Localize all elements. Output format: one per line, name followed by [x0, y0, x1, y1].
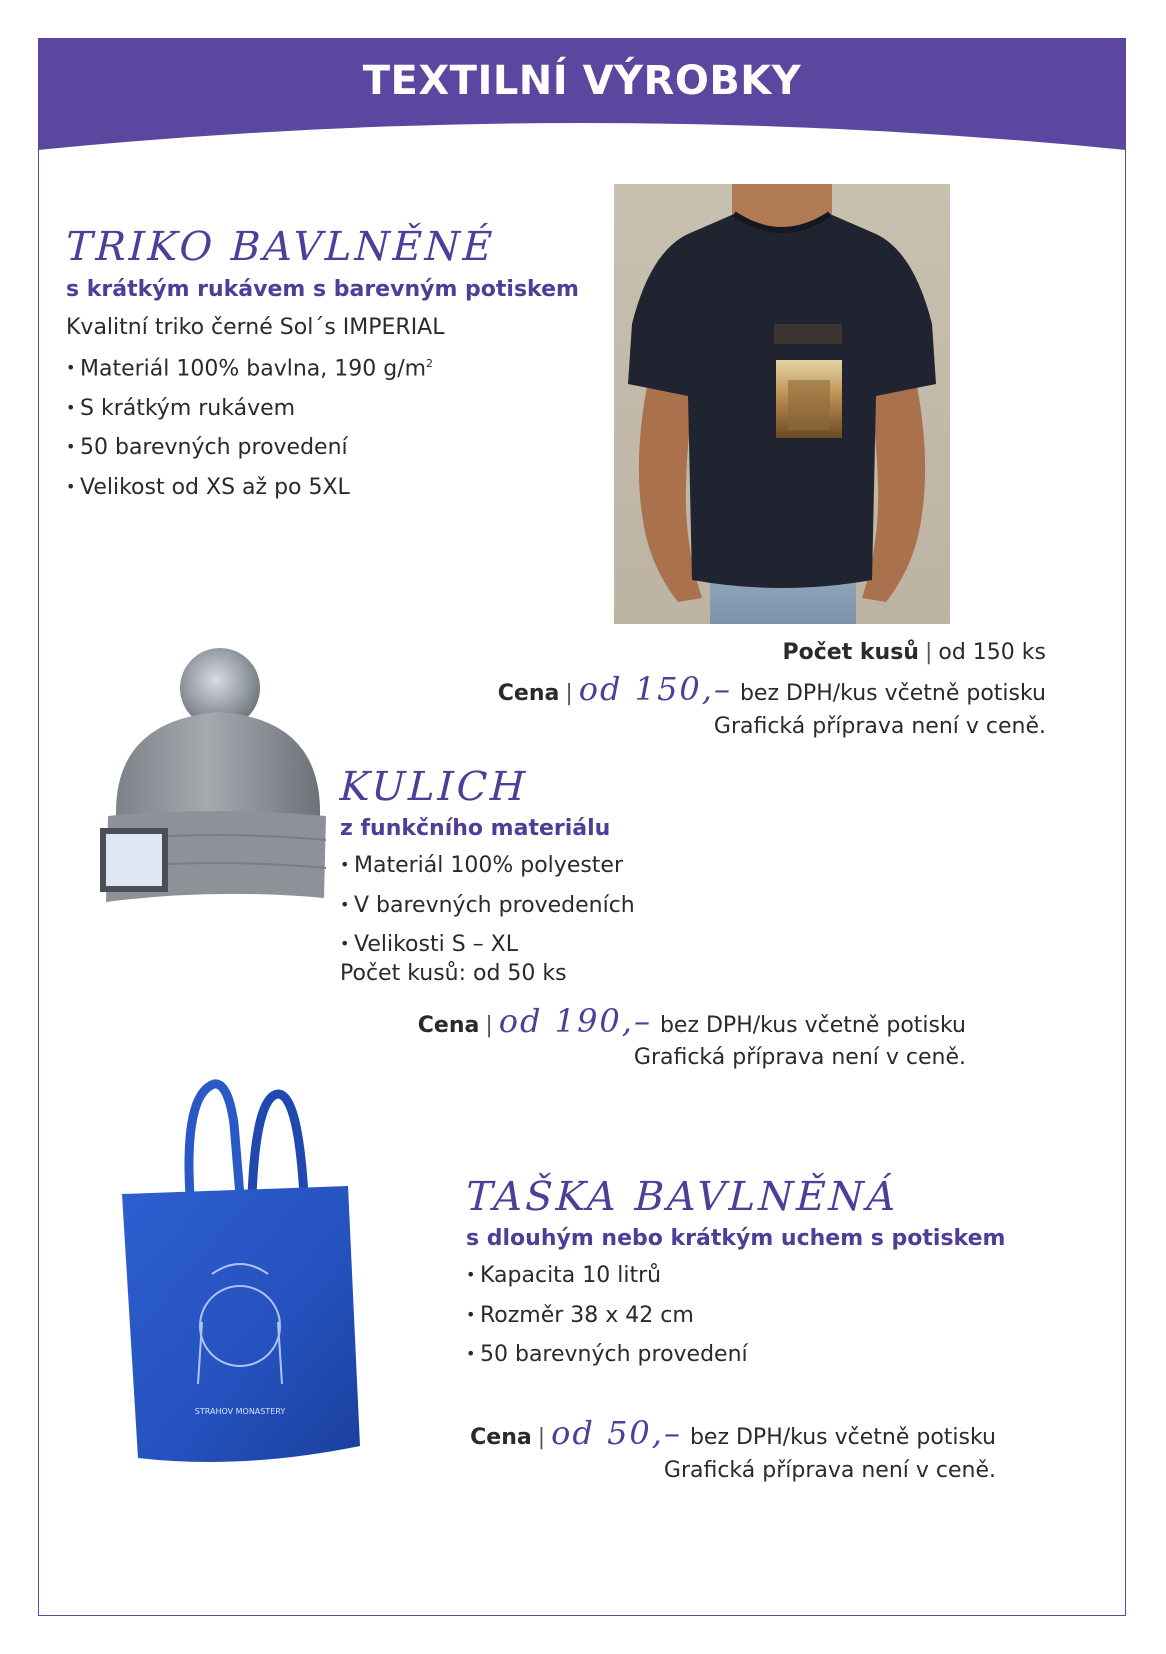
- triko-feature: • S krátkým rukávem: [66, 395, 296, 421]
- price-amount: od 150,–: [578, 670, 732, 708]
- triko-intro: Kvalitní triko černé Sol´s IMPERIAL: [66, 315, 445, 340]
- triko-features: [66, 345, 433, 507]
- taska-note: Grafická příprava není v ceně.: [663, 1458, 996, 1483]
- triko-note: Grafická příprava není v ceně.: [713, 714, 1046, 739]
- price-label: Cena: [497, 681, 560, 706]
- taska-feature: • Kapacita 10 litrů: [466, 1263, 662, 1288]
- triko-title: TRIKO BAVLNĚNÉ: [65, 224, 496, 270]
- price-amount: od 50,–: [551, 1414, 682, 1452]
- taska-features: [466, 1256, 748, 1375]
- taska-feature: • Rozměr 38 x 42 cm: [466, 1302, 694, 1328]
- triko-feature: • Materiál 100% bavlna, 190 $g/m^2$: [66, 356, 434, 382]
- bag-print-text: STRAHOV MONASTERY: [194, 1407, 286, 1416]
- triko-feature: • Velikost od XS až po 5XL: [66, 474, 350, 500]
- triko-price: Cena | od 150,– bez DPH/kus včetně potisku: [497, 670, 1046, 708]
- header-banner: [38, 38, 1126, 168]
- triko-subtitle: s krátkým rukávem s barevným potiskem: [66, 277, 579, 302]
- kulich-feature: • Velikosti S – XL: [340, 932, 518, 957]
- kulich-feature: • V barevných provedeních: [340, 892, 635, 918]
- taska-subtitle: s dlouhým nebo krátkým uchem s potiskem: [466, 1226, 1006, 1251]
- kulich-feature: • Materiál 100% polyester: [340, 853, 624, 878]
- kulich-subtitle: z funkčního materiálu: [340, 816, 611, 841]
- kulich-note: Grafická příprava není v ceně.: [633, 1045, 966, 1070]
- kulich-features: [340, 846, 635, 965]
- price-amount: od 190,–: [498, 1002, 652, 1040]
- triko-feature: • 50 barevných provedení: [66, 435, 348, 461]
- beanie-photo: [94, 640, 336, 930]
- price-label: Cena: [470, 1425, 532, 1450]
- taska-title: TAŠKA BAVLNĚNÁ: [465, 1174, 900, 1220]
- taska-feature: • 50 barevných provedení: [466, 1342, 748, 1367]
- page-title: TEXTILNÍ VÝROBKY: [362, 58, 802, 104]
- kulich-title: KULICH: [339, 764, 529, 810]
- price-label: Cena: [417, 1013, 480, 1038]
- kulich-qty: Počet kusů: od 50 ks: [340, 961, 567, 986]
- tshirt-photo: [614, 184, 950, 624]
- triko-qty: Počet kusů | od 150 ks: [782, 640, 1046, 665]
- taska-price: Cena | od 50,– bez DPH/kus včetně potisku: [470, 1414, 996, 1452]
- kulich-price: Cena | od 190,– bez DPH/kus včetně potisku: [417, 1002, 966, 1040]
